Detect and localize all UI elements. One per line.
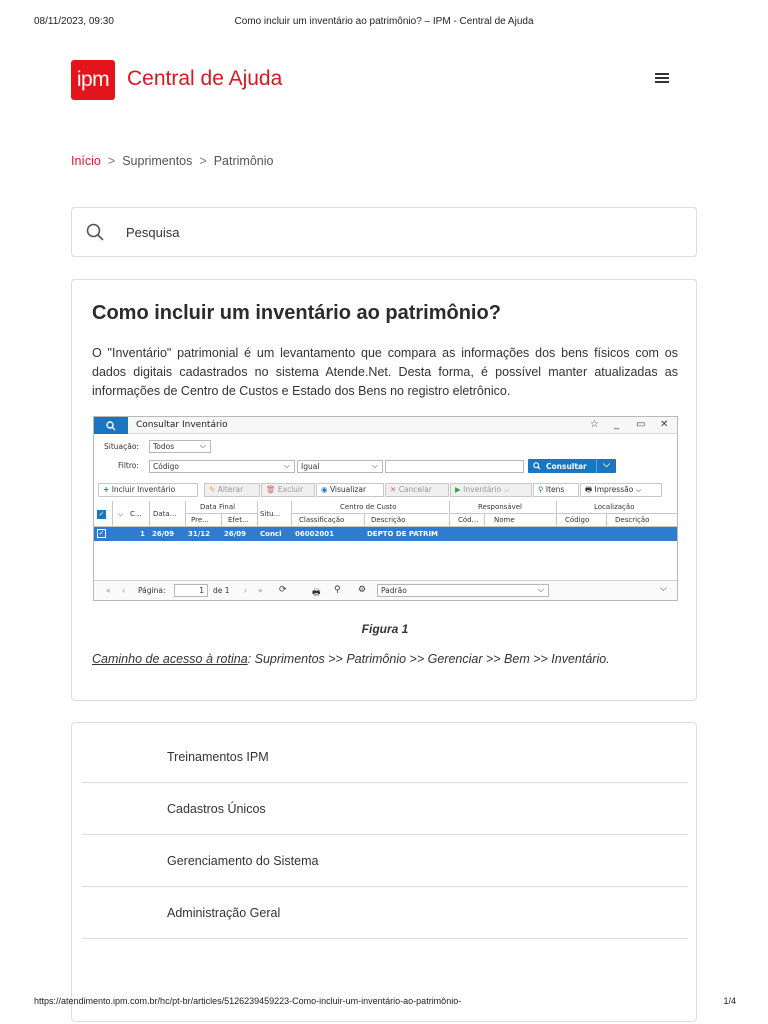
search-bar <box>71 207 697 257</box>
figure-caption: Figura 1 <box>361 622 409 636</box>
next-page-icon[interactable]: › <box>244 586 247 595</box>
search-icon <box>94 417 128 434</box>
impressao-label: Impressão <box>594 485 634 494</box>
cell-descricao: DEPTO DE PATRIM <box>367 530 439 538</box>
breadcrumb-item-patrimonio[interactable]: Patrimônio <box>213 154 274 168</box>
itens-label: Itens <box>545 485 565 494</box>
list-item-label: Administração Geral <box>167 906 281 920</box>
search-input[interactable] <box>126 221 666 243</box>
figure-app-screenshot <box>93 416 678 601</box>
itens-button[interactable] <box>533 483 579 497</box>
list-item[interactable] <box>82 887 688 939</box>
consultar-label: Consultar <box>546 462 587 471</box>
ipm-logo[interactable]: ipm <box>71 60 115 100</box>
row-checkbox[interactable]: ✓ <box>98 529 105 537</box>
situacao-label: Situação: <box>104 442 139 451</box>
col-header-centro-custo: Centro de Custo <box>340 503 397 511</box>
last-page-icon[interactable]: » <box>258 586 263 595</box>
print-page-number: 1/4 <box>723 996 736 1006</box>
list-item[interactable] <box>82 731 688 783</box>
col-header-codigo[interactable]: Código <box>565 516 590 524</box>
col-header-localizacao: Localização <box>594 503 635 511</box>
minimize-icon[interactable]: _ <box>614 419 619 430</box>
print-page-title: Como incluir um inventário ao patrimônio? – IPM - Central de Ajuda <box>234 16 534 27</box>
inventario-button[interactable]: ▶ Inventário ⌵ <box>450 483 532 497</box>
chevron-down-icon: ⌵ <box>199 441 206 450</box>
filtro-field-select[interactable] <box>149 460 295 473</box>
page-count: de 1 <box>213 586 230 595</box>
visualizar-label: Visualizar <box>329 485 367 494</box>
printer-icon[interactable]: 🖶 <box>312 588 321 598</box>
consultar-button[interactable] <box>528 459 616 473</box>
list-item-label: Treinamentos IPM <box>167 750 269 764</box>
chevron-down-icon[interactable]: ⌵ <box>596 459 616 473</box>
x-icon: ✕ <box>390 485 397 494</box>
col-header-c[interactable]: C... <box>130 510 142 518</box>
col-header-nome[interactable]: Nome <box>494 516 515 524</box>
view-select[interactable] <box>377 584 549 597</box>
hamburger-menu-icon[interactable] <box>655 73 669 84</box>
incluir-label: Incluir Inventário <box>111 485 176 494</box>
select-all-checkbox[interactable]: ✓ <box>98 510 105 518</box>
access-route-path: : Suprimentos >> Patrimônio >> Gerenciar >> Bem >> Inventário. <box>247 652 610 666</box>
table-row[interactable] <box>94 527 677 541</box>
incluir-inventario-button[interactable] <box>98 483 198 497</box>
alterar-button[interactable] <box>204 483 260 497</box>
star-icon[interactable]: ☆ <box>590 419 599 430</box>
list-item-label: Cadastros Únicos <box>167 802 266 816</box>
col-header-data-final: Data Final <box>200 503 236 511</box>
col-header-data[interactable]: Data... <box>153 510 177 518</box>
impressao-button[interactable]: 🖶 Impressão ⌵ <box>580 483 662 497</box>
filtro-operator-value: Igual <box>301 462 320 471</box>
article <box>71 279 697 701</box>
close-icon[interactable]: ✕ <box>660 419 669 430</box>
print-url: https://atendimento.ipm.com.br/hc/pt-br/articles/5126239459223-Como-incluir-um-inventário-ao-patrimônio- <box>34 996 462 1006</box>
first-page-icon[interactable]: « <box>106 586 111 595</box>
access-route <box>92 652 610 666</box>
search-icon: ⚲ <box>538 485 544 494</box>
breadcrumb-item-inicio[interactable]: Início <box>71 154 101 168</box>
list-item-label: Gerenciamento do Sistema <box>167 854 319 868</box>
chevron-down-icon[interactable]: ⌵ <box>118 510 124 518</box>
inventario-label: Inventário <box>463 485 502 494</box>
col-header-cod[interactable]: Cód... <box>458 516 479 524</box>
view-value: Padrão <box>381 586 407 595</box>
article-intro: O "Inventário" patrimonial é um levantamento que compara as informações dos bens físicos com os dados digitais cadastrados no sistema Atende.Net. Desta forma, é possível manter atualizadas as informações de Centro de Custos e Estado dos Bens no registro eletrônico. <box>92 346 678 398</box>
breadcrumb-separator: > <box>199 154 207 168</box>
search-icon <box>533 462 541 470</box>
printer-icon: 🖶 <box>585 485 593 494</box>
app-pager <box>94 580 677 600</box>
search-icon[interactable]: ⚲ <box>334 585 341 595</box>
filtro-value-input[interactable] <box>385 460 524 473</box>
related-sections <box>71 722 697 1022</box>
col-header-efet[interactable]: Efet... <box>228 516 249 524</box>
col-header-descricao[interactable]: Descrição <box>371 516 406 524</box>
chevron-down-icon: ⌵ <box>283 461 290 470</box>
col-header-classificacao[interactable]: Classificação <box>299 516 345 524</box>
chevron-down-icon: ⌵ <box>537 585 544 594</box>
chevron-down-icon[interactable]: ⌵ <box>660 584 667 594</box>
filtro-label: Filtro: <box>118 461 139 470</box>
site-brand[interactable]: Central de Ajuda <box>127 67 283 90</box>
edit-icon: ✎ <box>209 485 216 494</box>
grid-header <box>94 501 677 527</box>
cell-efet: 26/09 <box>224 530 247 538</box>
access-route-label: Caminho de acesso à rotina <box>92 652 248 666</box>
cell-pre: 31/12 <box>188 530 211 538</box>
eye-icon: ◉ <box>321 485 328 494</box>
list-item[interactable] <box>82 783 688 835</box>
list-item[interactable] <box>82 835 688 887</box>
app-titlebar <box>94 417 677 434</box>
cancelar-label: Cancelar <box>398 485 432 494</box>
cell-data: 26/09 <box>152 530 175 538</box>
search-icon <box>86 223 104 241</box>
breadcrumb-item-suprimentos[interactable]: Suprimentos <box>122 154 193 168</box>
situacao-value: Todos <box>153 442 175 451</box>
refresh-icon[interactable]: ⟳ <box>279 585 287 595</box>
col-header-descricao-loc[interactable]: Descrição <box>615 516 650 524</box>
cell-situ: Concl <box>260 530 282 538</box>
print-header <box>0 16 768 30</box>
cell-classificacao: 06002001 <box>295 530 334 538</box>
col-header-situ[interactable]: Situ... <box>260 510 281 518</box>
cell-c: 1 <box>140 530 145 538</box>
print-datetime: 08/11/2023, 09:30 <box>34 16 114 27</box>
breadcrumb <box>71 154 273 168</box>
plus-icon: + <box>103 485 110 494</box>
trash-icon: 🗑 <box>266 485 276 494</box>
chevron-down-icon: ⌵ <box>371 461 378 470</box>
maximize-icon[interactable]: ▭ <box>636 419 646 430</box>
col-header-pre[interactable]: Pre... <box>191 516 209 524</box>
play-icon: ▶ <box>455 485 461 494</box>
alterar-label: Alterar <box>217 485 244 494</box>
visualizar-button[interactable] <box>316 483 384 497</box>
article-title: Como incluir um inventário ao patrimônio? <box>92 302 501 324</box>
page-input[interactable]: 1 <box>174 584 208 597</box>
app-title: Consultar Inventário <box>136 420 228 430</box>
prev-page-icon[interactable]: ‹ <box>122 586 125 595</box>
filtro-field-value: Código <box>153 462 180 471</box>
breadcrumb-separator: > <box>107 154 116 168</box>
situacao-select[interactable] <box>149 440 211 453</box>
gear-icon[interactable]: ⚙ <box>358 585 367 595</box>
col-header-responsavel: Responsável <box>478 503 522 511</box>
excluir-button[interactable] <box>261 483 315 497</box>
pagina-label: Página: <box>138 586 166 595</box>
cancelar-button[interactable] <box>385 483 449 497</box>
excluir-label: Excluir <box>277 485 304 494</box>
filtro-operator-select[interactable] <box>297 460 383 473</box>
